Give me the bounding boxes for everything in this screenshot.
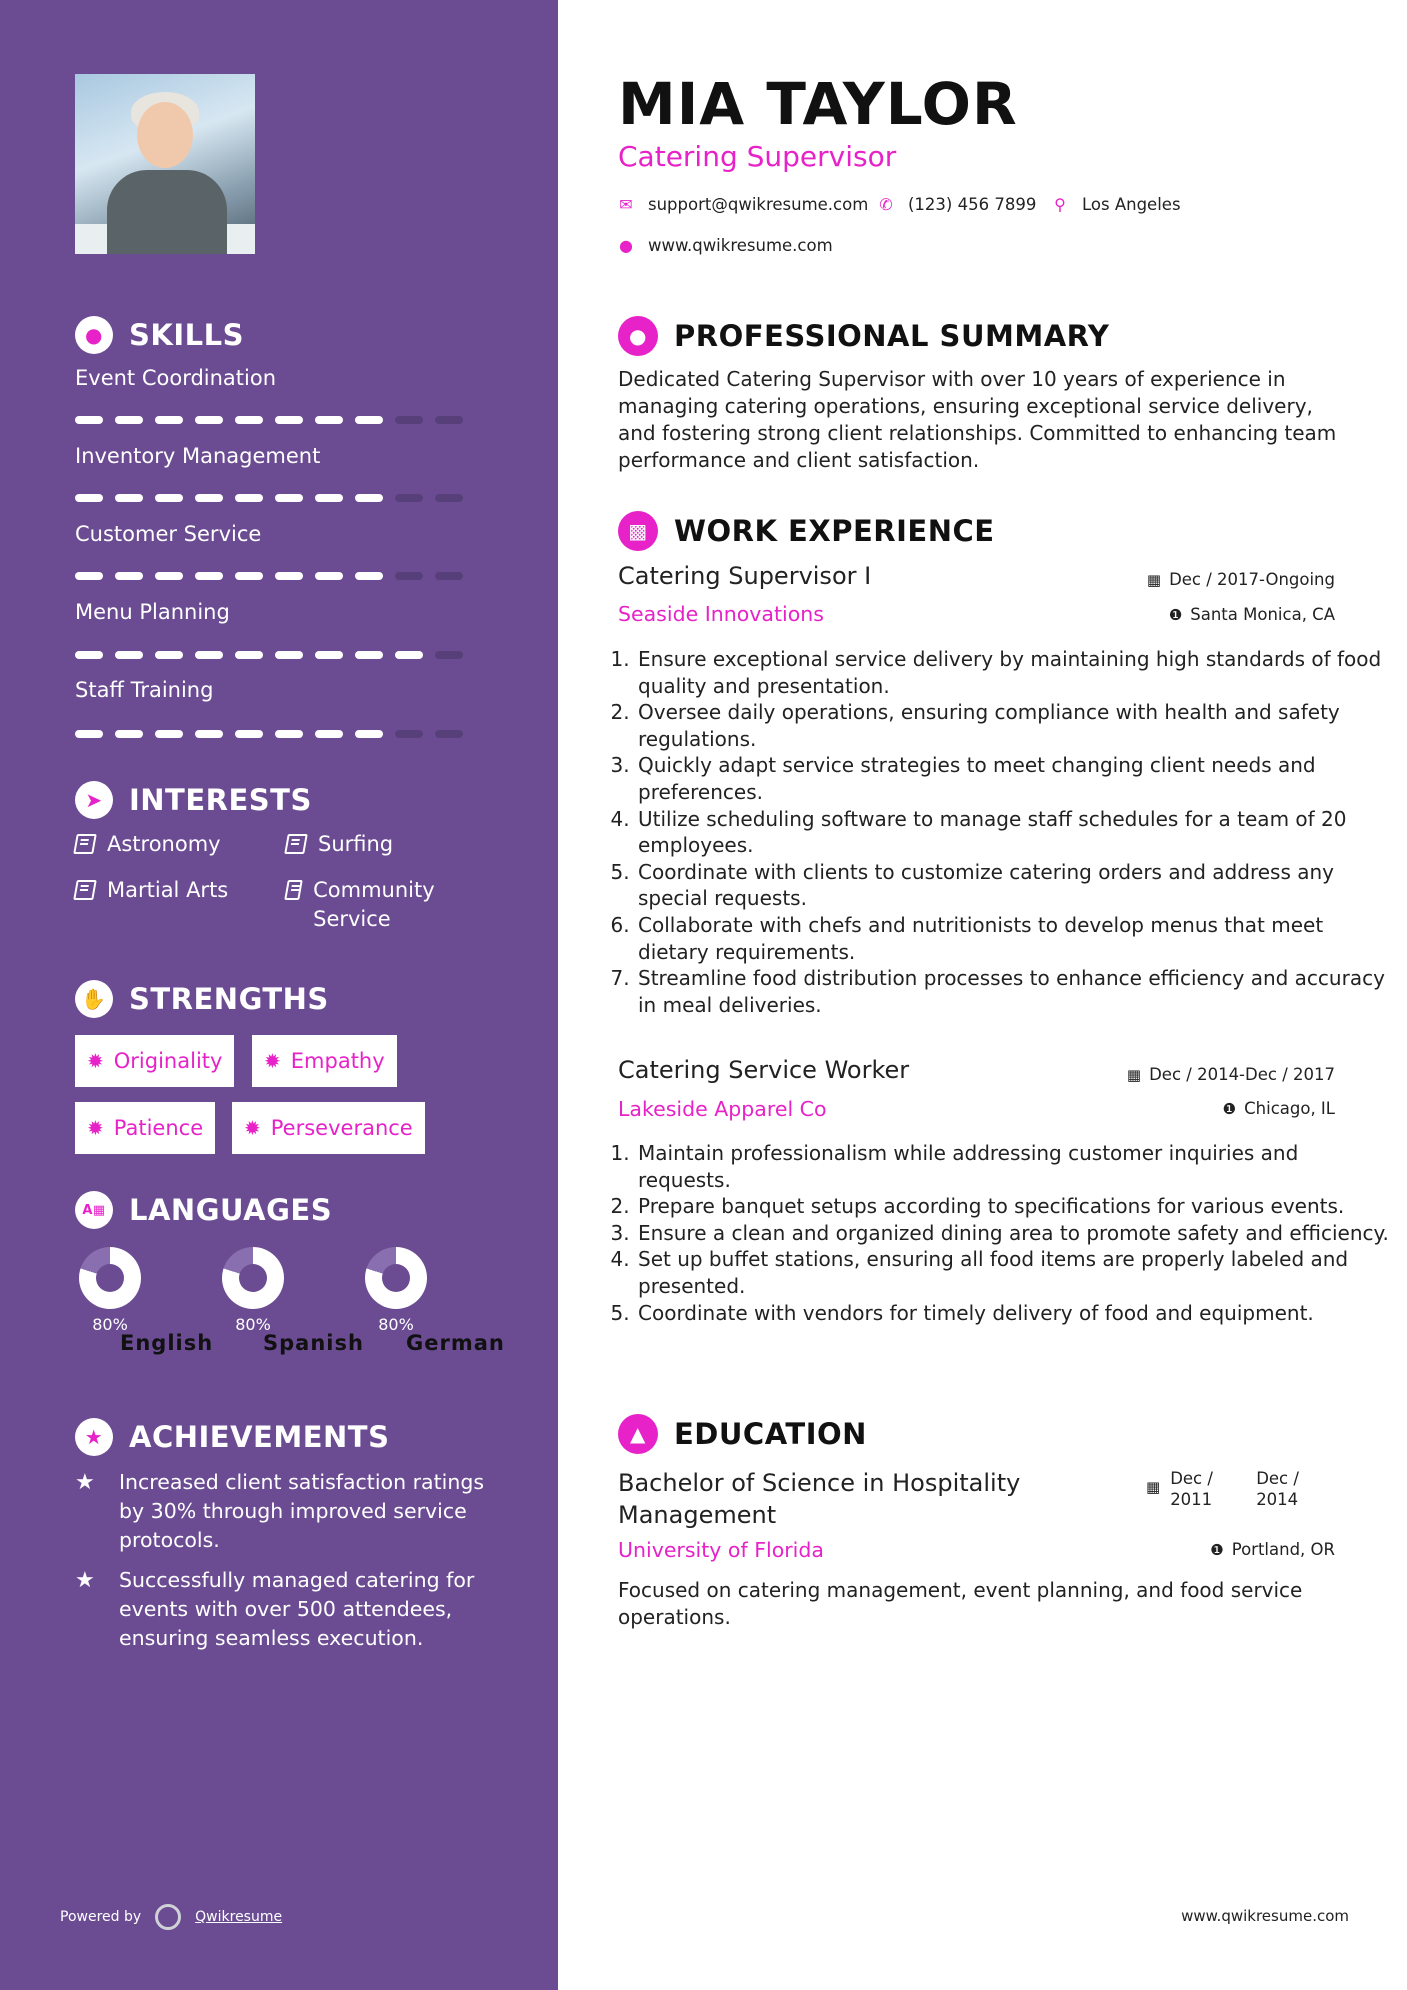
summary-heading: ● PROFESSIONAL SUMMARY: [618, 316, 1109, 356]
job-location: ❶ Santa Monica, CA: [1168, 605, 1335, 624]
skill-level-meter: [75, 416, 463, 424]
job-duties: [610, 1140, 1390, 1326]
star-icon: ★: [75, 1418, 113, 1456]
duty-item: 1. Ensure exceptional service delivery by maintaining high standards of food quality and presentation.: [636, 646, 1390, 699]
envelope-icon: ✉: [619, 195, 633, 214]
book-icon: [73, 880, 97, 900]
skill-level-dot: [355, 730, 383, 738]
skill-level-dot: [395, 416, 423, 424]
powered-by: Powered by Qwikresume: [60, 1904, 282, 1930]
pushpin-icon: ❶: [1210, 1540, 1224, 1559]
skill-level-dot: [115, 494, 143, 502]
skill-level-dot: [195, 651, 223, 659]
candidate-name: MIA TAYLOR: [618, 70, 1018, 138]
language-item: German 80%: [346, 1247, 446, 1334]
interest-item: Astronomy: [75, 830, 221, 859]
skill-level-dot: [275, 416, 303, 424]
skill-level-dot: [275, 572, 303, 580]
achievements-heading: ★ ACHIEVEMENTS: [75, 1418, 389, 1456]
duty-item: 3. Quickly adapt service strategies to meet changing client needs and preferences.: [636, 752, 1390, 805]
phone-icon: ✆: [879, 195, 893, 214]
skill-level-dot: [355, 572, 383, 580]
skill-level-dot: [395, 651, 423, 659]
skill-level-dot: [355, 416, 383, 424]
skill-level-dot: [155, 651, 183, 659]
candidate-role: Catering Supervisor: [618, 140, 897, 173]
calendar-icon: ▦: [1146, 570, 1162, 589]
summary-text: Dedicated Catering Supervisor with over 10 years of experience in managing catering operations, ensuring exceptional service delivery, and fostering strong client relationships. Committed to enhancing team performance and client satisfaction.: [618, 367, 1337, 472]
duty-item: 1. Maintain professionalism while addressing customer inquiries and requests.: [636, 1140, 1390, 1193]
skill-level-dot: [115, 730, 143, 738]
skill-label: Inventory Management: [75, 444, 321, 468]
badge-icon: ✹: [87, 1116, 104, 1140]
education-description: Focused on catering management, event planning, and food service operations.: [618, 1578, 1303, 1629]
strength-badge: ✹ Patience: [75, 1102, 215, 1154]
interest-item: Surfing: [286, 830, 393, 859]
qwikresume-link[interactable]: Qwikresume: [195, 1909, 283, 1925]
skill-level-dot: [275, 651, 303, 659]
skill-level-dot: [235, 651, 263, 659]
skill-level-dot: [315, 730, 343, 738]
language-icon: A▦: [75, 1191, 113, 1229]
fist-icon: ✋: [75, 980, 113, 1018]
skill-level-dot: [275, 494, 303, 502]
language-item: English 80%: [60, 1247, 160, 1334]
skill-level-dot: [435, 730, 463, 738]
skill-level-dot: [195, 572, 223, 580]
skill-level-dot: [395, 572, 423, 580]
qwikresume-logo-icon: [155, 1904, 181, 1930]
skill-level-dot: [75, 572, 103, 580]
skill-level-meter: [75, 572, 463, 580]
duty-item: 3. Ensure a clean and organized dining area to promote safety and efficiency.: [636, 1220, 1390, 1247]
skill-level-dot: [315, 651, 343, 659]
duty-item: 4. Set up buffet stations, ensuring all food items are properly labeled and presented.: [636, 1246, 1390, 1299]
interests-heading: ➤ INTERESTS: [75, 781, 312, 819]
strength-badge: ✹ Originality: [75, 1035, 234, 1087]
skill-level-meter: [75, 494, 463, 502]
badge-icon: ✹: [264, 1049, 281, 1073]
education-dates: ▦ Dec / 2011 Dec / 2014: [1146, 1469, 1299, 1509]
footer-url[interactable]: www.qwikresume.com: [1181, 1907, 1349, 1925]
contact-website: ● www.qwikresume.com: [619, 236, 833, 255]
duty-item: 2. Prepare banquet setups according to specifications for various events.: [636, 1193, 1390, 1220]
achievement-item: ★ Increased client satisfaction ratings by 30% through improved service protocols.: [75, 1468, 505, 1555]
job-duties: [610, 646, 1390, 1018]
graduation-cap-icon: ▲: [618, 1414, 658, 1454]
interest-item: Martial Arts: [75, 876, 228, 905]
badge-icon: ✹: [244, 1116, 261, 1140]
job-dates: ▦ Dec / 2017-Ongoing: [1146, 570, 1335, 589]
interest-item: Community Service: [286, 876, 456, 934]
pushpin-icon: ❶: [1222, 1099, 1237, 1118]
contact-phone: ✆ (123) 456 7899: [879, 195, 1037, 214]
job-company: Seaside Innovations: [618, 602, 824, 626]
job-title: Catering Service Worker: [618, 1056, 910, 1084]
duty-item: 5. Coordinate with vendors for timely delivery of food and equipment.: [636, 1300, 1390, 1327]
contact-location: ⚲ Los Angeles: [1052, 195, 1181, 214]
shooting-star-icon: ★: [75, 1568, 95, 1593]
book-icon: [284, 834, 308, 854]
education-school: University of Florida: [618, 1538, 824, 1562]
skill-level-dot: [435, 651, 463, 659]
skill-level-dot: [395, 494, 423, 502]
duty-item: 4. Utilize scheduling software to manage staff schedules for a team of 20 employees.: [636, 806, 1390, 859]
duty-item: 6. Collaborate with chefs and nutritionists to develop menus that meet dietary requirements.: [636, 912, 1390, 965]
skill-level-dot: [435, 572, 463, 580]
shooting-star-icon: ★: [75, 1470, 95, 1495]
map-pin-icon: ⚲: [1054, 195, 1066, 214]
pushpin-icon: ❶: [1168, 605, 1183, 624]
skill-level-dot: [195, 494, 223, 502]
skill-level-dot: [315, 494, 343, 502]
globe-icon: ●: [619, 236, 633, 255]
paper-plane-icon: ➤: [75, 781, 113, 819]
skill-label: Staff Training: [75, 678, 214, 702]
contact-email: ✉ support@qwikresume.com: [619, 195, 869, 214]
skill-level-dot: [155, 572, 183, 580]
skill-level-dot: [155, 494, 183, 502]
lightbulb-icon: ●: [75, 316, 113, 354]
achievement-item: ★ Successfully managed catering for events with over 500 attendees, ensuring seamless execution.: [75, 1566, 505, 1653]
skill-level-dot: [275, 730, 303, 738]
education-degree: Bachelor of Science in Hospitality Management: [618, 1469, 1021, 1529]
office-chair-icon: ▩: [618, 511, 658, 551]
skill-level-dot: [195, 730, 223, 738]
skill-level-meter: [75, 730, 463, 738]
strength-badge: ✹ Perseverance: [232, 1102, 425, 1154]
main-content: [558, 0, 1407, 1990]
skill-level-dot: [75, 494, 103, 502]
education-location: ❶ Portland, OR: [1210, 1540, 1335, 1559]
skill-level-dot: [395, 730, 423, 738]
skill-level-dot: [315, 572, 343, 580]
skill-level-dot: [115, 572, 143, 580]
languages-heading: A▦ LANGUAGES: [75, 1191, 332, 1229]
skill-label: Customer Service: [75, 522, 262, 546]
skill-level-dot: [75, 416, 103, 424]
skill-level-dot: [195, 416, 223, 424]
calendar-icon: ▦: [1146, 1478, 1161, 1496]
job-dates: ▦ Dec / 2014-Dec / 2017: [1126, 1065, 1335, 1084]
skill-level-dot: [155, 416, 183, 424]
skill-level-dot: [235, 572, 263, 580]
skill-level-dot: [155, 730, 183, 738]
skill-level-dot: [115, 651, 143, 659]
strength-badge: ✹ Empathy: [252, 1035, 397, 1087]
calendar-icon: ▦: [1126, 1065, 1142, 1084]
skills-heading: ● SKILLS: [75, 316, 244, 354]
skill-level-dot: [75, 730, 103, 738]
duty-item: 5. Coordinate with clients to customize catering orders and address any special requests.: [636, 859, 1390, 912]
language-level-ring: [222, 1247, 284, 1309]
education-heading: ▲ EDUCATION: [618, 1414, 867, 1454]
user-icon: ●: [618, 316, 658, 356]
skill-level-dot: [435, 416, 463, 424]
language-item: Spanish 80%: [203, 1247, 303, 1334]
skill-label: Event Coordination: [75, 366, 277, 390]
skill-level-dot: [355, 494, 383, 502]
skill-level-dot: [235, 494, 263, 502]
skill-label: Menu Planning: [75, 600, 230, 624]
skill-level-dot: [235, 730, 263, 738]
skill-level-dot: [235, 416, 263, 424]
experience-heading: ▩ WORK EXPERIENCE: [618, 511, 995, 551]
job-title: Catering Supervisor I: [618, 562, 872, 590]
job-location: ❶ Chicago, IL: [1222, 1099, 1335, 1118]
skill-level-dot: [115, 416, 143, 424]
badge-icon: ✹: [87, 1049, 104, 1073]
skill-level-dot: [435, 494, 463, 502]
job-company: Lakeside Apparel Co: [618, 1097, 827, 1121]
strengths-heading: ✋ STRENGTHS: [75, 980, 329, 1018]
skill-level-meter: [75, 651, 463, 659]
skill-level-dot: [315, 416, 343, 424]
language-level-ring: [365, 1247, 427, 1309]
skill-level-dot: [355, 651, 383, 659]
sidebar: [0, 0, 558, 1990]
skill-level-dot: [75, 651, 103, 659]
duty-item: 7. Streamline food distribution processes to enhance efficiency and accuracy in meal deliveries.: [636, 965, 1390, 1018]
book-icon: [284, 880, 303, 900]
language-level-ring: [79, 1247, 141, 1309]
profile-photo: [75, 74, 255, 254]
duty-item: 2. Oversee daily operations, ensuring compliance with health and safety regulations.: [636, 699, 1390, 752]
book-icon: [73, 834, 97, 854]
